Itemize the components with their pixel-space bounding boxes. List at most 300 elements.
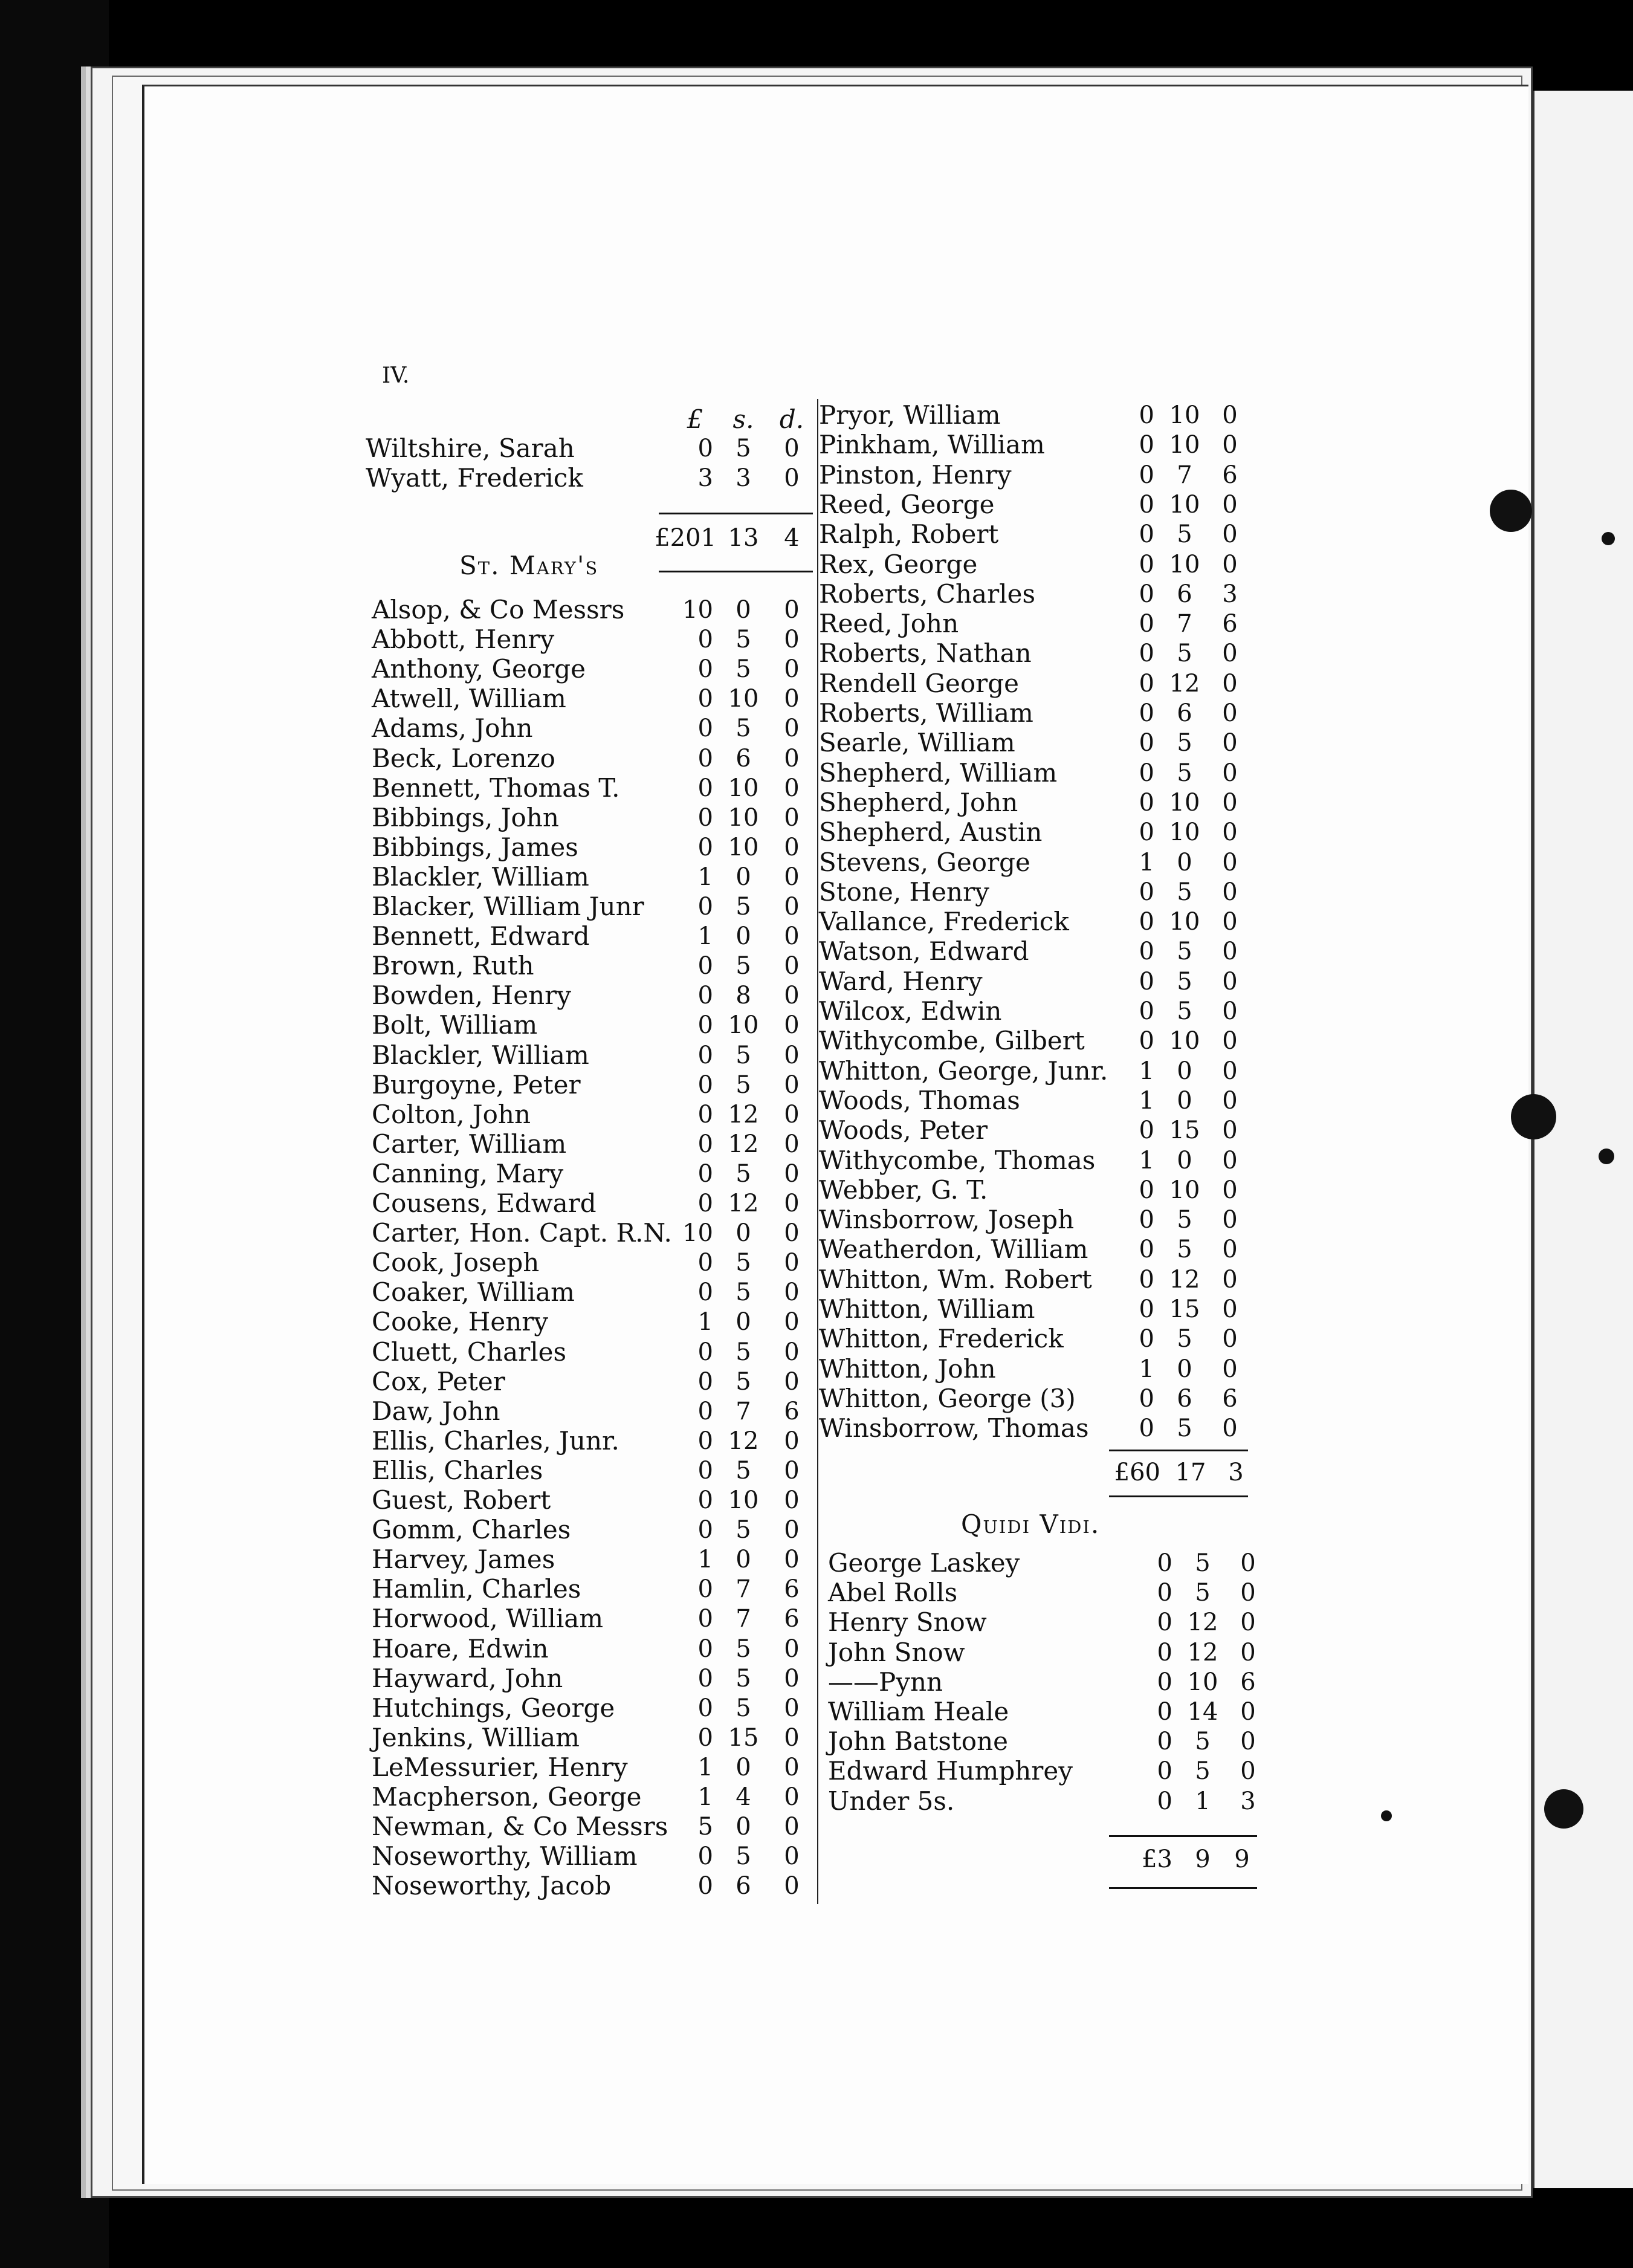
entry-pence: 0 [1222,1086,1238,1115]
entry-shillings: 5 [736,1516,751,1544]
entry-name: Watson, Edward [819,936,1029,967]
entry-name: Rex, George [819,549,978,579]
entry-shillings: 5 [1195,1728,1211,1756]
entry-shillings: 5 [736,1071,751,1099]
entry-pounds: 0 [697,1249,713,1277]
entry-shillings: 10 [1169,401,1200,429]
entry-shillings: 0 [1177,1146,1192,1174]
entry-shillings: 10 [1169,1176,1200,1204]
entry-pounds: 0 [1139,640,1154,668]
entry-pounds: 0 [1139,461,1154,489]
entry-shillings: 12 [728,1427,759,1455]
entry-pence: 6 [1222,461,1238,489]
entry-pounds: 10 [682,1219,713,1248]
entry-pounds: 0 [697,952,713,980]
entry-pence: 0 [784,744,800,773]
entry-name: Henry Snow [828,1607,987,1638]
entry-name: Whitton, George, Junr. [819,1055,1108,1086]
entry-pence: 0 [1222,1325,1238,1353]
binding-hole-bottom [1544,1789,1583,1829]
entry-shillings: 5 [736,893,751,921]
entry-name: George Laskey [828,1548,1020,1578]
entry-pounds: 0 [1139,1206,1154,1234]
entry-pounds: 0 [697,1041,713,1069]
entry-name: Roberts, William [819,698,1033,728]
entry-pounds: 0 [1139,550,1154,578]
entry-pence: 0 [1222,401,1238,429]
entry-name: Blacker, William Junr [372,892,644,921]
left-subtotal-pence: 4 [784,524,800,552]
entry-pence: 0 [1222,1206,1238,1234]
entry-pence: 0 [784,1071,800,1099]
entry-pounds: 0 [697,744,713,773]
entry-shillings: 6 [1177,580,1192,608]
entry-name: John Snow [828,1637,965,1667]
entry-shillings: 6 [1177,699,1192,727]
entry-pounds: 0 [1139,788,1154,817]
entry-shillings: 0 [736,596,751,624]
entry-pounds: 1 [697,1753,713,1781]
entry-pounds: 0 [697,1397,713,1425]
entry-pence: 0 [784,1456,800,1485]
entry-pounds: 1 [697,1308,713,1336]
entry-shillings: 12 [1187,1609,1218,1637]
entry-shillings: 5 [736,952,751,980]
entry-name: Woods, Peter [819,1115,988,1145]
left-subtotal-pounds: £201 [655,524,716,552]
entry-shillings: 0 [736,1546,751,1574]
entry-pounds: 0 [697,1842,713,1871]
entry-pounds: 0 [1139,580,1154,608]
entry-name: Brown, Ruth [372,951,534,981]
entry-shillings: 5 [1177,1236,1192,1264]
adjacent-page-edge [1532,91,1633,2188]
entry-pounds: 0 [1139,1384,1154,1413]
entry-shillings: 12 [728,1190,759,1217]
qv-total-shillings: 9 [1195,1845,1211,1873]
entry-pence: 0 [784,1219,800,1248]
entry-pence: 6 [1240,1668,1256,1696]
entry-name: Blackler, William [372,1040,589,1070]
entry-shillings: 5 [736,714,751,743]
entry-shillings: 0 [736,922,751,951]
entry-pounds: 0 [1139,431,1154,459]
entry-pence: 0 [1222,788,1238,817]
entry-pounds: 0 [1139,878,1154,906]
entry-pounds: 0 [1139,908,1154,936]
entry-name: Cox, Peter [372,1366,505,1396]
entry-name: Noseworthy, William [372,1841,638,1871]
entry-pounds: 1 [1139,1355,1154,1383]
entry-pounds: 0 [1139,520,1154,549]
entry-name: Newman, & Co Messrs [372,1812,668,1842]
entry-shillings: 0 [736,1308,751,1336]
entry-pence: 0 [784,982,800,1010]
entry-pounds: 0 [697,1456,713,1485]
rule [1109,1835,1257,1837]
entry-shillings: 5 [1177,640,1192,668]
entry-pence: 0 [784,1753,800,1781]
entry-pence: 0 [1240,1609,1256,1637]
entry-name: Reed, George [819,489,995,519]
entry-name: Cluett, Charles [372,1336,567,1367]
entry-shillings: 5 [1195,1549,1211,1577]
entry-shillings: 1 [1195,1787,1211,1815]
entry-shillings: 0 [736,1219,751,1248]
entry-pounds: 0 [697,1130,713,1158]
rule [659,571,813,572]
entry-pounds: 3 [697,464,713,492]
entry-pence: 0 [784,1635,800,1663]
entry-name: Bowden, Henry [372,980,571,1011]
rule [1109,1450,1248,1451]
entry-pence: 0 [1222,818,1238,847]
entry-pounds: 0 [1139,669,1154,698]
qv-total-pence: 9 [1234,1845,1250,1873]
entry-name: William Heale [828,1697,1009,1726]
entry-pence: 0 [784,922,800,951]
rule [1109,1887,1257,1889]
entry-shillings: 14 [1187,1698,1218,1726]
right-subtotal-pence: 3 [1228,1459,1244,1486]
right-subtotal-pounds: £60 [1114,1459,1160,1486]
entry-shillings: 5 [736,1278,751,1307]
entry-pence: 0 [1240,1757,1256,1786]
entry-pence: 6 [1222,1384,1238,1413]
entry-name: Rendell George [819,668,1019,698]
entry-shillings: 5 [736,1338,751,1366]
entry-pounds: 0 [1157,1638,1172,1667]
entry-name: Alsop, & Co Messrs [372,595,625,624]
entry-name: Anthony, George [372,654,586,684]
entry-shillings: 7 [736,1575,751,1604]
entry-name: Ellis, Charles [372,1455,543,1485]
entry-shillings: 7 [736,1605,751,1633]
entry-pence: 0 [784,1190,800,1217]
pounds-header: £ [687,404,703,434]
entry-shillings: 5 [736,655,751,684]
entry-pence: 3 [1222,580,1238,608]
entry-shillings: 0 [736,863,751,891]
entry-pence: 0 [1222,1414,1238,1443]
entry-pence: 0 [784,1486,800,1514]
entry-pence: 0 [1222,1116,1238,1145]
entry-shillings: 7 [1177,610,1192,638]
entry-name: Guest, Robert [372,1485,551,1515]
entry-shillings: 7 [1177,461,1192,489]
entry-name: Hoare, Edwin [372,1633,549,1664]
entry-name: ——Pynn [828,1667,943,1697]
entry-pence: 0 [784,774,800,802]
entry-pounds: 0 [1157,1757,1172,1786]
entry-pence: 0 [1222,431,1238,459]
entry-pence: 0 [784,893,800,921]
entry-pounds: 0 [1157,1579,1172,1607]
entry-name: Roberts, Charles [819,578,1036,609]
entry-name: Edward Humphrey [828,1756,1073,1786]
entry-pence: 0 [784,1338,800,1366]
entry-name: Whitton, William [819,1294,1035,1324]
entry-name: Whitton, John [819,1353,996,1384]
entry-pounds: 0 [1157,1609,1172,1637]
entry-pence: 6 [784,1605,800,1633]
entry-pounds: 0 [697,1100,713,1129]
entry-pounds: 0 [1157,1668,1172,1696]
entry-name: Ralph, Robert [819,519,999,549]
entry-name: Bibbings, John [372,802,559,832]
entry-pounds: 0 [1139,1414,1154,1443]
entry-pence: 0 [1222,1265,1238,1294]
entry-pounds: 0 [697,1278,713,1307]
binding-hole-top [1490,490,1532,532]
entry-pounds: 0 [697,1159,713,1188]
entry-name: Beck, Lorenzo [372,743,555,773]
entry-shillings: 5 [1177,967,1192,996]
entry-shillings: 5 [1177,1206,1192,1234]
entry-shillings: 4 [736,1783,751,1811]
entry-pence: 3 [1240,1787,1256,1815]
entry-pence: 0 [784,1130,800,1158]
entry-pounds: 0 [697,1338,713,1366]
entry-pounds: 0 [1139,610,1154,638]
entry-name: Under 5s. [828,1786,955,1816]
entry-pence: 0 [1222,1027,1238,1055]
entry-pounds: 5 [697,1813,713,1841]
entry-name: Wyatt, Frederick [366,463,583,493]
entry-shillings: 0 [1177,1057,1192,1085]
entry-pounds: 1 [697,922,713,951]
entry-name: Bibbings, James [372,832,578,862]
entry-name: Shepherd, William [819,757,1058,788]
entry-pounds: 0 [697,1427,713,1455]
entry-name: Macpherson, George [372,1782,642,1812]
entry-shillings: 6 [1177,1384,1192,1413]
entry-pounds: 0 [1139,967,1154,996]
entry-pounds: 0 [697,685,713,713]
entry-shillings: 5 [1177,520,1192,549]
entry-name: Pryor, William [819,400,1001,430]
entry-shillings: 0 [1177,848,1192,876]
entry-pounds: 0 [697,893,713,921]
entry-name: Winsborrow, Thomas [819,1413,1089,1443]
entry-pounds: 0 [1139,1027,1154,1055]
entry-pounds: 0 [1139,699,1154,727]
entry-name: Searle, William [819,728,1015,758]
entry-pence: 0 [1222,1176,1238,1204]
speck [1381,1810,1392,1821]
page-marker: IV. [382,363,410,388]
entry-shillings: 5 [736,1664,751,1693]
entry-name: Daw, John [372,1396,500,1426]
speck [1602,532,1615,545]
entry-shillings: 15 [728,1723,759,1752]
entry-shillings: 5 [736,1367,751,1396]
entry-name: Colton, John [372,1099,531,1129]
column-divider [817,399,818,1904]
entry-pence: 0 [1222,759,1238,787]
entry-pence: 0 [784,1041,800,1069]
left-subtotal-shillings: 13 [728,524,759,552]
entry-name: Wilcox, Edwin [819,996,1002,1026]
entry-pence: 0 [784,464,800,492]
entry-pence: 0 [1240,1579,1256,1607]
entry-pence: 0 [784,1664,800,1693]
entry-shillings: 6 [736,744,751,773]
entry-pounds: 0 [1139,997,1154,1025]
binding-hole-middle [1511,1094,1556,1139]
entry-name: Reed, John [819,609,959,639]
shillings-header: s. [732,404,754,434]
entry-pence: 0 [1222,729,1238,757]
entry-name: Shepherd, John [819,787,1018,817]
entry-pence: 0 [784,1278,800,1307]
entry-name: Cousens, Edward [372,1188,597,1218]
entry-shillings: 10 [1169,908,1200,936]
entry-pounds: 0 [697,1516,713,1544]
entry-name: Ellis, Charles, Junr. [372,1425,619,1456]
entry-pence: 0 [784,1249,800,1277]
entry-pounds: 0 [697,1872,713,1900]
entry-name: Jenkins, William [372,1722,580,1752]
entry-pence: 0 [1222,848,1238,876]
entry-name: Canning, Mary [372,1158,564,1188]
entry-name: Stevens, George [819,847,1030,877]
entry-pence: 0 [1240,1638,1256,1667]
entry-pence: 0 [1222,640,1238,668]
entry-pence: 0 [1222,1057,1238,1085]
entry-shillings: 5 [1195,1757,1211,1786]
entry-pounds: 0 [697,1367,713,1396]
entry-name: Pinston, Henry [819,459,1012,490]
entry-name: Carter, Hon. Capt. R.N. [372,1218,672,1248]
entry-name: Cooke, Henry [372,1307,549,1337]
entry-pounds: 0 [1139,401,1154,429]
entry-pounds: 0 [697,1664,713,1693]
speck [1599,1149,1614,1164]
entry-pence: 0 [784,1694,800,1722]
entry-pounds: 0 [1139,1265,1154,1294]
entry-pounds: 0 [697,1190,713,1217]
entry-pence: 6 [784,1575,800,1604]
entry-name: Atwell, William [372,684,566,714]
entry-pence: 6 [1222,610,1238,638]
entry-name: Withycombe, Thomas [819,1145,1096,1175]
entry-pounds: 0 [1157,1698,1172,1726]
entry-pence: 0 [784,685,800,713]
entry-pence: 0 [784,1308,800,1336]
entry-name: Hamlin, Charles [372,1574,581,1604]
entry-shillings: 3 [736,464,751,492]
entry-pounds: 0 [1139,490,1154,519]
entry-pence: 0 [784,714,800,743]
entry-pence: 0 [1222,1295,1238,1323]
entry-pounds: 1 [1139,848,1154,876]
entry-pence: 0 [1222,938,1238,966]
entry-pence: 0 [1222,1146,1238,1174]
entry-name: John Batstone [828,1726,1008,1757]
entry-pounds: 0 [1139,938,1154,966]
entry-shillings: 5 [736,626,751,654]
entry-name: Webber, G. T. [819,1174,988,1205]
entry-shillings: 5 [1177,997,1192,1025]
entry-pence: 0 [1222,520,1238,549]
entry-pence: 0 [1222,699,1238,727]
entry-name: Wiltshire, Sarah [366,433,575,463]
entry-shillings: 15 [1169,1295,1200,1323]
entry-shillings: 5 [736,1635,751,1663]
entry-pence: 0 [784,1723,800,1752]
entry-pounds: 1 [697,1546,713,1574]
entry-name: LeMessurier, Henry [372,1752,628,1782]
entry-name: Bennett, Thomas T. [372,773,620,803]
entry-pounds: 0 [697,435,713,462]
entry-pence: 0 [784,1872,800,1900]
entry-shillings: 10 [728,803,759,832]
entry-pence: 0 [1222,967,1238,996]
entry-shillings: 10 [1169,1027,1200,1055]
entry-pence: 0 [1240,1698,1256,1726]
entry-name: Whitton, Wm. Robert [819,1264,1092,1294]
entry-shillings: 15 [1169,1116,1200,1145]
entry-name: Adams, John [372,713,533,744]
entry-pounds: 0 [697,1486,713,1514]
entry-name: Bolt, William [372,1010,538,1040]
entry-pence: 0 [784,1546,800,1574]
rule [659,513,813,514]
entry-pounds: 0 [1139,729,1154,757]
entry-pence: 0 [784,626,800,654]
rule [1109,1495,1248,1497]
entry-pounds: 0 [1157,1787,1172,1815]
entry-name: Ward, Henry [819,966,983,996]
entry-shillings: 5 [736,435,751,462]
entry-pounds: 0 [697,1011,713,1040]
entry-pence: 0 [784,803,800,832]
entry-pence: 0 [784,1813,800,1841]
entry-pounds: 1 [1139,1086,1154,1115]
entry-pounds: 0 [1139,759,1154,787]
entry-pounds: 0 [697,833,713,861]
entry-pence: 6 [784,1397,800,1425]
entry-shillings: 5 [736,1694,751,1722]
qv-total-pounds: £3 [1142,1845,1172,1873]
entry-pounds: 0 [697,803,713,832]
entry-shillings: 5 [736,1041,751,1069]
entry-name: Blackler, William [372,861,589,892]
entry-pounds: 1 [1139,1057,1154,1085]
entry-pounds: 0 [697,1635,713,1663]
entry-pounds: 0 [1139,818,1154,847]
entry-name: Roberts, Nathan [819,638,1032,669]
entry-pence: 0 [784,435,800,462]
entry-shillings: 10 [728,1011,759,1040]
entry-shillings: 12 [1169,669,1200,698]
entry-name: Whitton, George (3) [819,1383,1076,1413]
entry-pounds: 1 [697,863,713,891]
entry-shillings: 5 [1177,1414,1192,1443]
entry-name: Cook, Joseph [372,1248,540,1278]
entry-pounds: 0 [1139,1176,1154,1204]
entry-shillings: 5 [736,1249,751,1277]
entry-shillings: 0 [1177,1086,1192,1115]
section-title-st-marys: St. Mary's [459,551,599,580]
entry-name: Winsborrow, Joseph [819,1205,1075,1235]
entry-shillings: 10 [1169,490,1200,519]
entry-pounds: 1 [1139,1146,1154,1174]
entry-pence: 0 [784,1011,800,1040]
entry-name: Noseworthy, Jacob [372,1871,612,1901]
entry-shillings: 6 [736,1872,751,1900]
